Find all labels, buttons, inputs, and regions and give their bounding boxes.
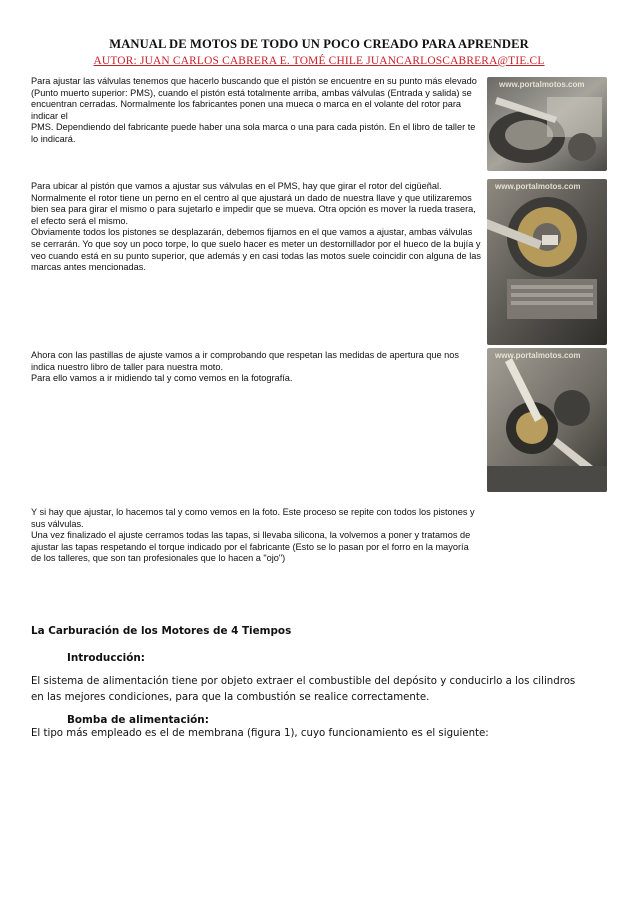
photo-feeler-gauge: [487, 348, 607, 492]
paragraph-1: Para ajustar las válvulas tenemos que hacerlo buscando que el pistón se encuentre en su punto más elevado (Punto muerto superior: PMS), cuando el pistón está totalmente arriba, ambas válvulas (Entrada y salida) se encuentran cerradas. Normalmente los fabricantes ponen una mueca o marca en el volante del rotor para indicar el PMS. Dependiendo del fabricante puede haber una sola marca o una para cada pistón. En el libro de taller te lo indicará.: [31, 76, 477, 144]
document-title: MANUAL DE MOTOS DE TODO UN POCO CREADO PARA APRENDER: [109, 37, 529, 51]
photo-rotor: [487, 179, 607, 345]
svg-text:www.portalmotos.com: www.portalmotos.com: [495, 182, 581, 191]
intro-heading: Introducción:: [67, 652, 145, 664]
bomba-heading: Bomba de alimentación:: [67, 714, 209, 726]
paragraph-3: Ahora con las pastillas de ajuste vamos a ir comprobando que respetan las medidas de apertura que nos indica nuestro libro de taller para nuestra moto. Para ello vamos a ir midiendo tal y como vemos en la fotografía.: [31, 350, 459, 384]
intro-paragraph: El sistema de alimentación tiene por objeto extraer el combustible del depósito y conducirlo a los cilindros en las mejores condiciones, para que la combustión se realice correctamente.: [31, 676, 576, 703]
paragraph-4: Y si hay que ajustar, lo hacemos tal y como vemos en la foto. Este proceso se repite con todos los pistones y sus válvulas. Una vez finalizado el ajuste cerramos todas las tapas, si llevaba silicona, la volvemos a poner y tratamos de ajustar las tapas respetando el torque indicado por el fabricante (Esto se lo pasan por el forro en la mayoría de los talleres, que son tan profesionales que lo hacen a "ojo"): [31, 507, 475, 564]
section-title-carburacion: La Carburación de los Motores de 4 Tiempos: [31, 625, 292, 637]
svg-text:www.portalmotos.com: www.portalmotos.com: [495, 351, 581, 360]
photo-valve-adjust: [487, 77, 607, 171]
svg-text:www.portalmotos.com: www.portalmotos.com: [499, 80, 585, 89]
bomba-paragraph: El tipo más empleado es el de membrana (figura 1), cuyo funcionamiento es el siguiente:: [31, 728, 489, 739]
paragraph-2: Para ubicar al pistón que vamos a ajustar sus válvulas en el PMS, hay que girar el rotor del cigüeñal. Normalmente el rotor tiene un perno en el centro al que ajustará un dado de nuestra llave y que utilizaremos bien sea para girar el mismo o para sujetarlo e impedir que se mueva. Otra opción es mover la rueda trasera, el efecto será el mismo. Obviamente todos los pistones se desplazarán, debemos fijarnos en el que vamos a ajustar, ambas válvulas se cerrarán. Yo que soy un poco torpe, lo que suelo hacer es meter un destornillador por el hueco de la bujía y veo cuando está en su punto superior, que además y en casi todas las motos suele coincidir con alguna de las marcas antes mencionadas.: [31, 181, 481, 273]
author-line: AUTOR: JUAN CARLOS CABRERA E. TOMÉ CHILE JUANCARLOSCABRERA@TIE.CL: [93, 55, 545, 67]
